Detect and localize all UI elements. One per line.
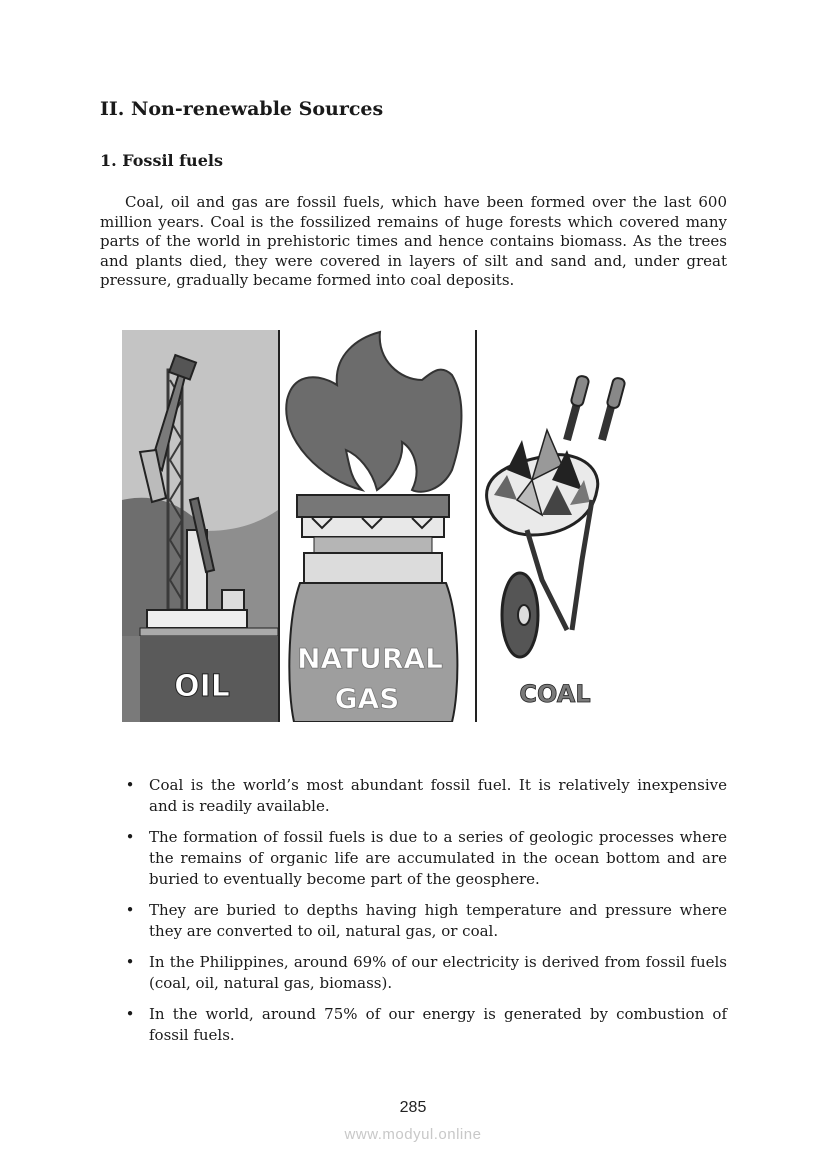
fossil-fuels-illustration xyxy=(122,330,642,722)
list-item xyxy=(100,952,727,994)
bullet-icon: • xyxy=(125,953,135,971)
bullet-icon: • xyxy=(125,901,135,919)
bullet-icon: • xyxy=(125,1005,135,1023)
coal-panel xyxy=(487,375,626,708)
flame-icon xyxy=(286,332,461,492)
list-item-text: In the Philippines, around 69% of our electricity is derived from fossil fuels (coal, oil, natural gas, biomass). xyxy=(149,953,727,992)
natural-gas-label-line2: GAS xyxy=(334,682,400,715)
oil-label: OIL xyxy=(174,669,230,704)
list-item-text: The formation of fossil fuels is due to a series of geologic processes where the remains of organic life are accumulated in the ocean bottom and are buried to eventually become part of the geosphere. xyxy=(149,828,727,888)
bullet-icon: • xyxy=(125,776,135,794)
list-item xyxy=(100,775,727,817)
fossil-fuel-facts-list xyxy=(100,775,727,1056)
section-title: II. Non-renewable Sources xyxy=(100,98,384,120)
list-item xyxy=(100,1004,727,1046)
list-item-text: In the world, around 75% of our energy is generated by combustion of fossil fuels. xyxy=(149,1005,727,1044)
natural-gas-label-line1: NATURAL xyxy=(297,642,443,675)
coal-label: COAL xyxy=(519,680,591,708)
watermark-link[interactable]: www.modyul.online xyxy=(344,1126,482,1143)
bullet-icon: • xyxy=(125,828,135,846)
natural-gas-panel xyxy=(286,332,461,722)
page-number: 285 xyxy=(399,1099,427,1116)
list-item-text: Coal is the world’s most abundant fossil fuel. It is relatively inexpensive and is readily available. xyxy=(149,776,727,815)
oil-panel xyxy=(122,330,278,722)
list-item xyxy=(100,827,727,890)
subsection-title: 1. Fossil fuels xyxy=(100,151,223,170)
coal-wheelbarrow-icon xyxy=(487,375,626,657)
intro-paragraph: Coal, oil and gas are fossil fuels, which have been formed over the last 600 million years. Coal is the fossilized remains of huge forests which covered many parts of the world in prehistoric times and hence contains biomass. As the trees and plants died, they were covered in layers of silt and sand and, under great pressure, gradually became formed into coal deposits. xyxy=(100,193,727,289)
list-item-text: They are buried to depths having high temperature and pressure where they are converted to oil, natural gas, or coal. xyxy=(149,901,727,940)
list-item xyxy=(100,900,727,942)
